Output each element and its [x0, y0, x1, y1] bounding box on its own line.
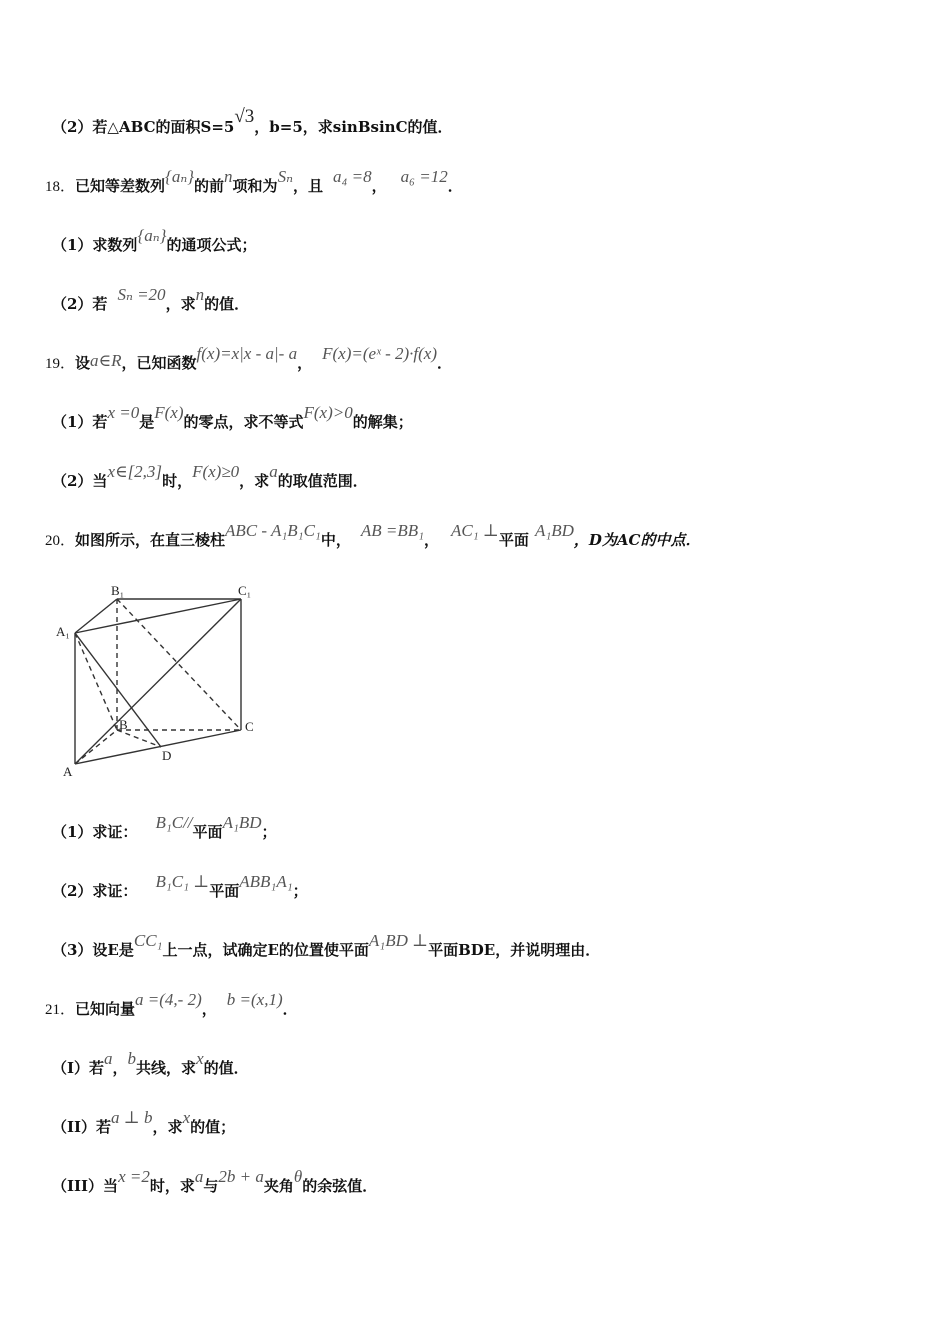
q17-part2 — [52, 106, 453, 138]
q18-part2 — [52, 285, 250, 314]
edge-a-c — [75, 730, 241, 764]
text: 的取值范围． — [277, 472, 368, 490]
math: AC₁ ⊥ — [451, 521, 499, 540]
math: a₄ =8 — [332, 167, 372, 186]
text: 平面 — [498, 531, 529, 549]
math: CC₁ — [133, 931, 163, 950]
math: AB =BB₁ — [360, 521, 425, 540]
math: a∈R — [90, 351, 122, 370]
text: ，已知函数 — [121, 354, 197, 372]
math: F(x)>0 — [303, 403, 353, 422]
text: ， — [424, 531, 440, 549]
math: ABB₁A₁ — [239, 872, 293, 891]
question-number: 20． — [45, 533, 76, 549]
text: ，且 — [292, 177, 323, 195]
math: A₁BD — [222, 813, 262, 832]
text: （III）当 — [52, 1177, 119, 1195]
q18-stem — [45, 167, 463, 196]
math: A₁BD — [534, 521, 574, 540]
question-number: 18． — [45, 179, 76, 195]
text: ； — [292, 882, 308, 900]
math: x — [196, 1049, 204, 1068]
text: 的值； — [190, 1118, 236, 1136]
text: （2）求证： — [52, 882, 138, 900]
math: B₁C// — [155, 813, 193, 832]
question-number: 21． — [45, 1002, 76, 1018]
math: F(x) — [154, 403, 184, 422]
text: ，D为AC的中点． — [573, 531, 701, 549]
label-a1: A₁ — [56, 624, 70, 639]
text: ． — [282, 1000, 298, 1018]
text: 已知向量 — [75, 1000, 136, 1018]
text: 设 — [75, 354, 91, 372]
q21-stem — [45, 990, 298, 1019]
math: ABC - A₁B₁C₁ — [225, 521, 321, 540]
q19-stem — [45, 344, 453, 373]
text: 共线，求 — [136, 1059, 197, 1077]
math: θ — [293, 1167, 303, 1186]
text: ，b=5，求sinBsinC的值． — [254, 118, 453, 136]
text: 平面 — [209, 882, 240, 900]
text: 的零点，求不等式 — [183, 413, 304, 431]
label-c1: C₁ — [238, 583, 252, 598]
text: 已知等差数列 — [75, 177, 166, 195]
text: 的值． — [204, 295, 250, 313]
text: 的前 — [194, 177, 225, 195]
math: {aₙ} — [137, 226, 167, 245]
math: b =(x,1) — [226, 990, 283, 1009]
text: 平面 — [192, 823, 223, 841]
text: 的余弦值． — [302, 1177, 378, 1195]
math: B₁C₁ ⊥ — [155, 872, 210, 891]
math: F(x)=(eˣ - 2)·f(x) — [322, 344, 438, 363]
text: （II）若 — [52, 1118, 112, 1136]
text: 平面BDE，并说明理由． — [428, 941, 601, 959]
text: ， — [112, 1059, 128, 1077]
line-b1-c — [117, 599, 241, 730]
edge-a1-b1 — [75, 599, 117, 633]
diag-a-c1 — [75, 599, 241, 764]
question-number: 19． — [45, 356, 76, 372]
label-b: B — [119, 717, 128, 732]
text: 如图所示，在直三棱柱 — [75, 531, 226, 549]
text: 中， — [320, 531, 351, 549]
prism-figure — [55, 578, 275, 788]
text: 是 — [139, 413, 155, 431]
text: （I）若 — [52, 1059, 105, 1077]
text: 上一点，试确定E的位置使平面 — [162, 941, 369, 959]
math: x∈[2,3] — [107, 462, 163, 481]
text: 的值． — [203, 1059, 249, 1077]
text: ； — [261, 823, 277, 841]
math: a₆ =12 — [400, 167, 448, 186]
text: ，求 — [152, 1118, 183, 1136]
text: ． — [447, 177, 463, 195]
text: （2）若 — [52, 295, 108, 313]
math: f(x)=x|x - a|- a — [196, 344, 298, 363]
math: Sₙ =20 — [117, 285, 166, 304]
text: ， — [371, 177, 387, 195]
q20-part3 — [52, 931, 601, 960]
edge-a-b — [75, 730, 117, 764]
q18-part1 — [52, 226, 257, 255]
q20-stem — [45, 521, 701, 550]
math: 2b + a — [218, 1167, 264, 1186]
math: a — [269, 462, 278, 481]
text: （3）设E是 — [52, 941, 134, 959]
q19-part1 — [52, 403, 413, 432]
math: a =(4,- 2) — [135, 990, 202, 1009]
text: 的通项公式； — [166, 236, 257, 254]
text: （1）求数列 — [52, 236, 138, 254]
math: a ⊥ b — [111, 1108, 153, 1127]
math: F(x)≥0 — [192, 462, 240, 481]
q20-part2 — [52, 872, 308, 901]
text: 时，求 — [149, 1177, 195, 1195]
line-a1-b — [75, 633, 117, 730]
math: x =0 — [107, 403, 140, 422]
math: {aₙ} — [165, 167, 195, 186]
math: x — [182, 1108, 191, 1127]
text: 与 — [203, 1177, 219, 1195]
label-a: A — [63, 764, 73, 779]
q19-part2 — [52, 462, 368, 491]
label-b1: B₁ — [111, 583, 125, 598]
edge-a1-c1 — [75, 599, 241, 633]
math: Sₙ — [277, 167, 293, 186]
math: A₁BD ⊥ — [368, 931, 429, 950]
text: 夹角 — [263, 1177, 294, 1195]
text: （1）若 — [52, 413, 108, 431]
text: ，求 — [239, 472, 270, 490]
text: 的解集； — [352, 413, 413, 431]
math: x =2 — [118, 1167, 150, 1186]
q21-part3 — [52, 1167, 378, 1196]
label-d: D — [162, 748, 172, 763]
math: n — [195, 285, 205, 304]
math: a — [104, 1049, 113, 1068]
q21-part1 — [52, 1049, 249, 1078]
sqrt3: √3 — [234, 106, 255, 127]
q21-part2 — [52, 1108, 236, 1137]
label-c: C — [245, 719, 254, 734]
text: （2）若△ABC的面积S=5 — [52, 118, 235, 136]
text: ， — [201, 1000, 217, 1018]
text: 项和为 — [232, 177, 278, 195]
math: b — [127, 1049, 137, 1068]
text: 时， — [162, 472, 193, 490]
math: a — [194, 1167, 204, 1186]
math: n — [224, 167, 233, 186]
text: （2）当 — [52, 472, 108, 490]
text: （1）求证： — [52, 823, 138, 841]
q20-part1 — [52, 813, 277, 842]
text: ，求 — [165, 295, 196, 313]
text: ． — [437, 354, 453, 372]
text: ， — [297, 354, 313, 372]
